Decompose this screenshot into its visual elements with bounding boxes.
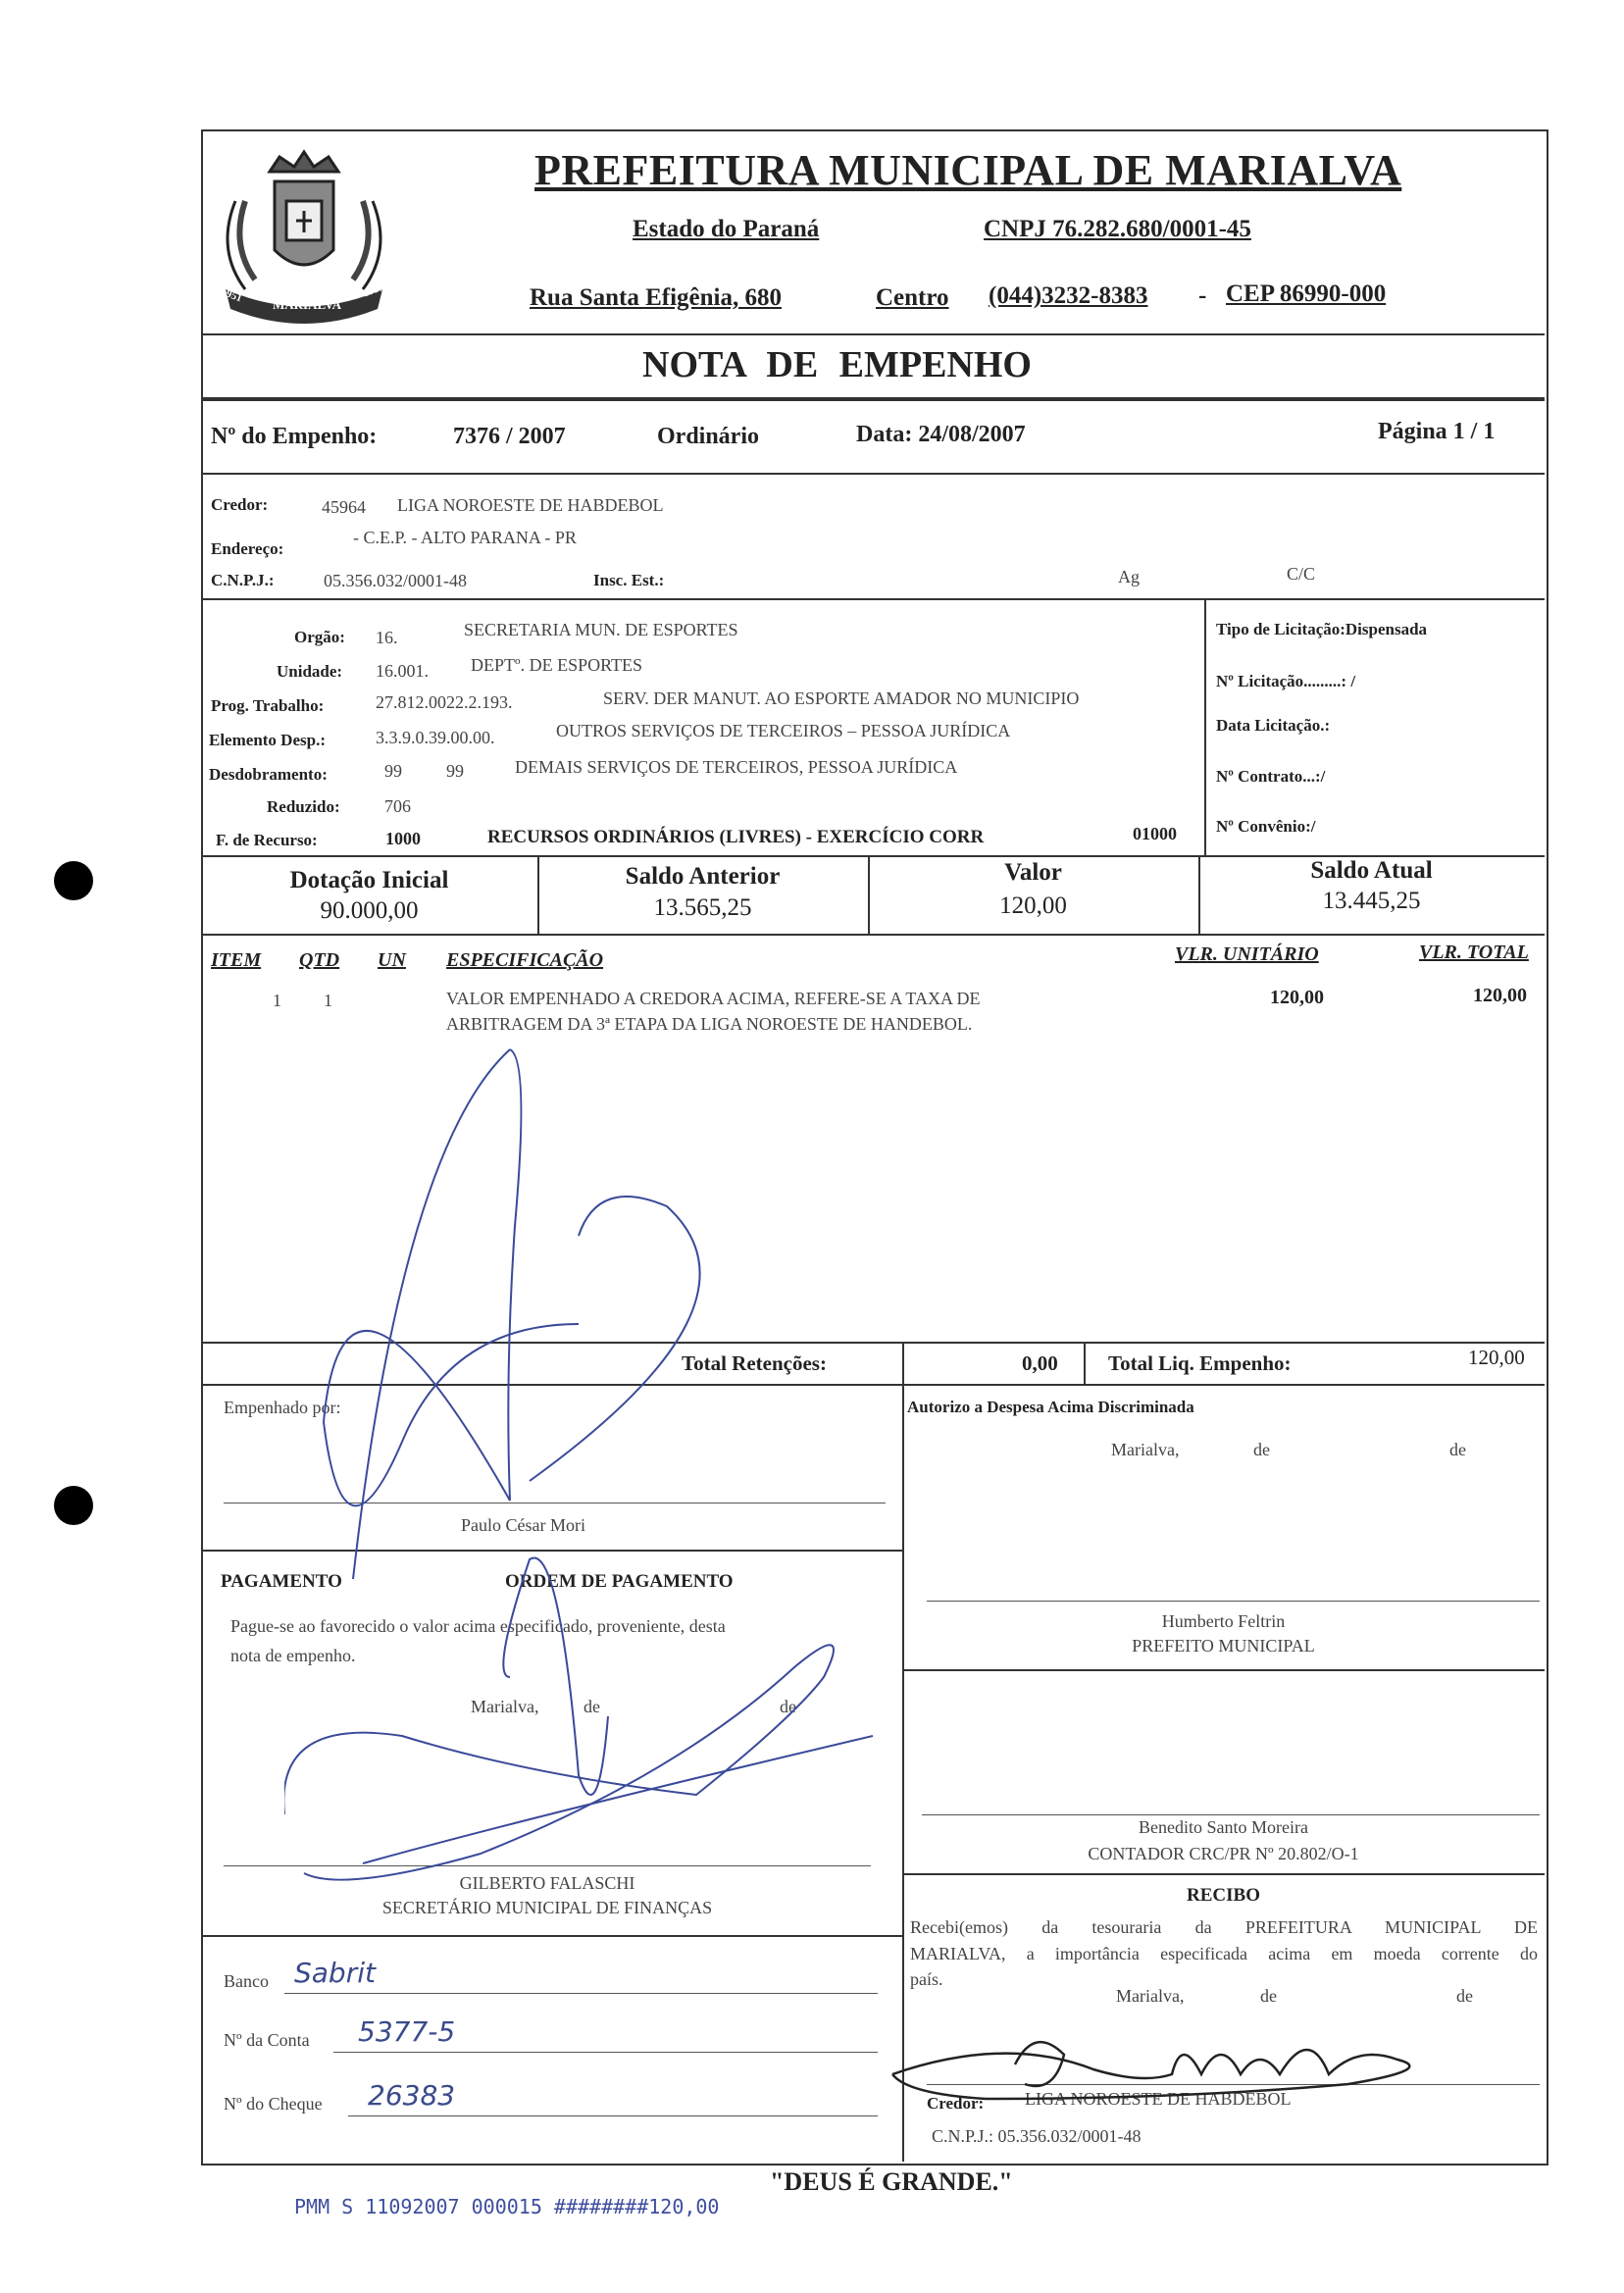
reduzido-label: Reduzido: [267, 797, 340, 816]
item-number: 1 [273, 991, 281, 1010]
col-header-un: UN [378, 949, 406, 971]
col-header-vlr-unitario: VLR. UNITÁRIO [1175, 943, 1319, 965]
item-qtd: 1 [324, 991, 332, 1010]
credor-cnpj-label: C.N.P.J.: [211, 571, 275, 589]
divider [1204, 598, 1206, 855]
pague-text-line1: Pague-se ao favorecido o valor acima especificado, proveniente, desta [230, 1616, 726, 1636]
conta-handwritten: 5377-5 [358, 2015, 456, 2048]
banco-label: Banco [224, 1971, 269, 1991]
valor-value: 120,00 [999, 892, 1067, 919]
signer1-name: Paulo César Mori [461, 1515, 585, 1535]
autorizo-de1: de [1253, 1440, 1270, 1459]
elemento-desp-code: 3.3.9.0.39.00.00. [376, 728, 495, 747]
header-district: Centro [876, 284, 949, 311]
divider [902, 1669, 1545, 1671]
conta-line [333, 2052, 878, 2053]
recibo-de2: de [1456, 1986, 1473, 2006]
saldo-anterior-label: Saldo Anterior [625, 863, 781, 890]
empenhado-por-label: Empenhado por: [224, 1398, 341, 1417]
total-liquido-label: Total Liq. Empenho: [1108, 1351, 1292, 1375]
saldo-anterior-value: 13.565,25 [653, 894, 752, 921]
signer2-role: SECRETÁRIO MUNICIPAL DE FINANÇAS [381, 1898, 713, 1917]
ag-label: Ag [1118, 567, 1140, 586]
recibo-place: Marialva, [1116, 1986, 1185, 2006]
orgao-name: SECRETARIA MUN. DE ESPORTES [464, 620, 738, 639]
prog-trabalho-name: SERV. DER MANUT. AO ESPORTE AMADOR NO MUNICIPIO [603, 688, 1080, 708]
recibo-text-line1: Recebi(emos) da tesouraria da PREFEITURA MUNICIPAL DE [910, 1917, 1538, 1937]
prefeito-name: Humberto Feltrin [1161, 1611, 1286, 1631]
punch-hole-top [54, 861, 93, 900]
ordem-pagamento-label: ORDEM DE PAGAMENTO [505, 1571, 734, 1592]
orgao-code: 16. [376, 628, 398, 647]
page-number: Página 1 / 1 [1378, 419, 1496, 444]
autorizo-label: Autorizo a Despesa Acima Discriminada [907, 1398, 1194, 1416]
desdobramento-code2: 99 [446, 761, 464, 781]
credor-name: LIGA NOROESTE DE HABDEBOL [397, 495, 664, 515]
divider [201, 397, 1545, 401]
divider [201, 934, 1545, 936]
desdobramento-code1: 99 [384, 761, 402, 781]
header-cep: CEP 86990-000 [1226, 280, 1387, 307]
data-licitacao: Data Licitação.: [1216, 716, 1331, 735]
divider [902, 1873, 1545, 1875]
document-title: NOTA DE EMPENHO [642, 344, 1032, 385]
crest-icon [206, 142, 402, 333]
header-phone: (044)3232-8383 [989, 282, 1148, 309]
divider [201, 1935, 902, 1937]
pague-text-line2: nota de empenho. [230, 1646, 356, 1665]
recibo-text-line3: país. [910, 1969, 943, 1989]
credor-cnpj: 05.356.032/0001-48 [324, 571, 467, 590]
header-separator: - [1198, 282, 1207, 309]
empenho-number-label: Nº do Empenho: [211, 424, 378, 449]
valor-label: Valor [1004, 859, 1062, 886]
header-address: Rua Santa Efigênia, 680 [530, 284, 782, 311]
ordem-de1: de [584, 1697, 600, 1716]
col-header-qtd: QTD [299, 949, 340, 971]
recibo-title: RECIBO [1187, 1885, 1260, 1906]
desdobramento-label: Desdobramento: [209, 765, 328, 784]
item-description-line2: ARBITRAGEM DA 3ª ETAPA DA LIGA NOROESTE DE HANDEBOL. [446, 1014, 973, 1034]
item-unit-value: 120,00 [1270, 987, 1324, 1008]
reduzido-value: 706 [384, 796, 411, 816]
saldo-atual-label: Saldo Atual [1310, 857, 1433, 884]
crest-banner-text: MARIALVA [273, 297, 342, 312]
recurso-label: F. de Recurso: [216, 831, 318, 849]
recurso-name: RECURSOS ORDINÁRIOS (LIVRES) - EXERCÍCIO CORR [487, 827, 985, 847]
banco-handwritten: Sabrit [294, 1957, 376, 1989]
recurso-code: 1000 [385, 829, 421, 848]
tipo-licitacao: Tipo de Licitação:Dispensada [1216, 620, 1428, 638]
divider [201, 333, 1545, 335]
unidade-name: DEPTº. DE ESPORTES [471, 655, 643, 675]
recibo-de1: de [1260, 1986, 1277, 2006]
saldo-atual-value: 13.445,25 [1322, 888, 1421, 914]
col-header-vlr-total: VLR. TOTAL [1419, 942, 1529, 963]
unidade-label: Unidade: [277, 662, 343, 681]
footer-stamp: PMM S 11092007 000015 ########120,00 [294, 2195, 720, 2218]
divider [201, 598, 1545, 600]
elemento-desp-name: OUTROS SERVIÇOS DE TERCEIROS – PESSOA JURÍDICA [556, 721, 1011, 740]
cheque-label: Nº do Cheque [224, 2094, 323, 2114]
empenho-date: Data: 24/08/2007 [856, 422, 1026, 447]
numero-convenio: Nº Convênio:/ [1216, 817, 1316, 836]
prefeito-role: PREFEITO MUNICIPAL [1132, 1636, 1315, 1656]
autorizo-place: Marialva, [1111, 1440, 1180, 1459]
credor-code: 45964 [322, 497, 366, 517]
cheque-line [348, 2115, 878, 2116]
header-cnpj: CNPJ 76.282.680/0001-45 [984, 216, 1251, 242]
punch-hole-bottom [54, 1486, 93, 1525]
endereco-label: Endereço: [211, 539, 284, 558]
total-retencoes-value: 0,00 [1022, 1351, 1058, 1375]
endereco-value: - C.E.P. - ALTO PARANA - PR [353, 528, 577, 547]
crest-year-right: 1953 [361, 280, 386, 300]
signature-line [927, 1601, 1540, 1602]
pagamento-label: PAGAMENTO [221, 1571, 342, 1592]
contador-name: Benedito Santo Moreira [1139, 1817, 1308, 1837]
crest-year-left: 1951 [219, 285, 244, 305]
recurso-code2: 01000 [1133, 824, 1177, 843]
dotacao-value: 90.000,00 [320, 897, 419, 924]
item-total-value: 120,00 [1473, 985, 1527, 1006]
divider [201, 473, 1545, 475]
orgao-label: Orgão: [294, 628, 345, 646]
prog-trabalho-code: 27.812.0022.2.193. [376, 692, 513, 712]
cc-label: C/C [1287, 564, 1316, 584]
recibo-credor-cnpj: C.N.P.J.: 05.356.032/0001-48 [932, 2126, 1142, 2146]
dotacao-label: Dotação Inicial [289, 867, 449, 893]
numero-contrato: Nº Contrato...:/ [1216, 767, 1326, 786]
signer2-name: GILBERTO FALASCHI [459, 1873, 635, 1893]
credor-label: Credor: [211, 495, 269, 514]
empenho-number: 7376 / 2007 [453, 424, 566, 449]
col-header-item: ITEM [211, 949, 262, 971]
conta-label: Nº da Conta [224, 2030, 310, 2050]
banco-line [284, 1993, 878, 1994]
recibo-signature-scribble [888, 2015, 1437, 2109]
col-header-especificacao: ESPECIFICAÇÃO [446, 949, 604, 971]
recibo-text-line2: MARIALVA, a importância especificada acima em moeda corrente do [910, 1944, 1538, 1963]
total-retencoes-label: Total Retenções: [682, 1351, 827, 1375]
signature-line [922, 1814, 1540, 1815]
recibo-credor-name: LIGA NOROESTE DE HABDEBOL [1025, 2089, 1292, 2109]
signature-scribble-main [284, 1030, 892, 1912]
header-state: Estado do Paraná [633, 216, 820, 242]
insc-est-label: Insc. Est.: [593, 571, 665, 589]
item-description-line1: VALOR EMPENHADO A CREDORA ACIMA, REFERE-SE A TAXA DE [446, 989, 981, 1008]
unidade-code: 16.001. [376, 661, 429, 681]
autorizo-de2: de [1449, 1440, 1466, 1459]
numero-licitacao: Nº Licitação.........: / [1216, 672, 1356, 690]
contador-role: CONTADOR CRC/PR Nº 20.802/O-1 [1088, 1844, 1359, 1863]
ordem-place: Marialva, [471, 1697, 539, 1716]
elemento-desp-label: Elemento Desp.: [209, 731, 326, 749]
prog-trabalho-label: Prog. Trabalho: [211, 696, 325, 715]
cheque-handwritten: 26383 [368, 2079, 456, 2112]
empenho-type: Ordinário [657, 424, 760, 449]
recibo-credor-label: Credor: [927, 2094, 985, 2113]
divider [1084, 1342, 1086, 1384]
page-title: PREFEITURA MUNICIPAL DE MARIALVA [534, 146, 1402, 194]
footer-motto: "DEUS É GRANDE." [770, 2167, 1013, 2196]
total-liquido-value: 120,00 [1468, 1346, 1525, 1369]
ordem-de2: de [780, 1697, 796, 1716]
desdobramento-name: DEMAIS SERVIÇOS DE TERCEIROS, PESSOA JURÍDICA [515, 757, 958, 777]
divider [902, 1342, 904, 1384]
